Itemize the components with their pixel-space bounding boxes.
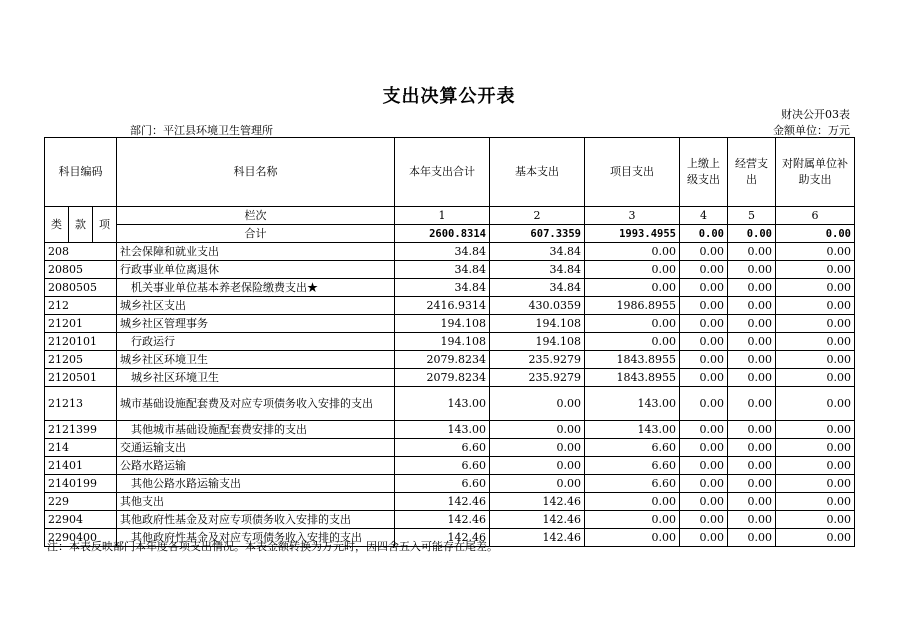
total-cell: 0.00	[680, 225, 728, 243]
amount-cell: 0.00	[585, 333, 680, 351]
subject-name: 城乡社区管理事务	[117, 315, 395, 333]
amount-cell: 1843.8955	[585, 369, 680, 387]
amount-cell: 6.60	[395, 439, 490, 457]
amount-cell: 0.00	[585, 279, 680, 297]
header-kuan: 款	[69, 207, 93, 243]
header-code: 科目编码	[45, 138, 117, 207]
amount-cell: 0.00	[776, 387, 855, 421]
amount-cell: 0.00	[585, 261, 680, 279]
amount-cell: 34.84	[490, 243, 585, 261]
amount-cell: 0.00	[585, 511, 680, 529]
header-upper: 上缴上级支出	[680, 138, 728, 207]
subject-code: 20805	[45, 261, 117, 279]
amount-cell: 0.00	[585, 315, 680, 333]
subject-code: 2121399	[45, 421, 117, 439]
column-index-5: 5	[728, 207, 776, 225]
table-row	[45, 439, 855, 457]
subject-name: 其他公路水路运输支出	[117, 475, 395, 493]
amount-cell: 0.00	[728, 333, 776, 351]
total-cell: 0.00	[728, 225, 776, 243]
amount-cell: 0.00	[728, 511, 776, 529]
subject-code: 22904	[45, 511, 117, 529]
column-index-row	[45, 207, 855, 225]
subject-code: 214	[45, 439, 117, 457]
amount-cell: 2079.8234	[395, 369, 490, 387]
table-row	[45, 351, 855, 369]
amount-cell: 0.00	[776, 297, 855, 315]
amount-cell: 0.00	[728, 529, 776, 547]
table-row	[45, 297, 855, 315]
amount-cell: 0.00	[680, 493, 728, 511]
amount-cell: 143.00	[395, 421, 490, 439]
amount-cell: 0.00	[728, 261, 776, 279]
amount-cell: 0.00	[776, 475, 855, 493]
unit-label: 金额单位：万元	[773, 124, 850, 137]
header-total: 本年支出合计	[395, 138, 490, 207]
amount-cell: 0.00	[680, 261, 728, 279]
amount-cell: 1843.8955	[585, 351, 680, 369]
amount-cell: 0.00	[728, 315, 776, 333]
table-row	[45, 387, 855, 421]
amount-cell: 142.46	[490, 493, 585, 511]
amount-cell: 0.00	[728, 387, 776, 421]
amount-cell: 0.00	[728, 493, 776, 511]
amount-cell: 0.00	[728, 297, 776, 315]
subject-code: 208	[45, 243, 117, 261]
header-row	[45, 138, 855, 207]
amount-cell: 143.00	[585, 421, 680, 439]
subject-code: 212	[45, 297, 117, 315]
subject-code: 2290400	[45, 529, 117, 547]
subject-code: 2140199	[45, 475, 117, 493]
subject-code: 21213	[45, 387, 117, 421]
subject-name: 其他支出	[117, 493, 395, 511]
amount-cell: 0.00	[680, 297, 728, 315]
amount-cell: 34.84	[490, 261, 585, 279]
amount-cell: 0.00	[680, 369, 728, 387]
footnote: 注：本表反映部门本年度各项支出情况。本表金额转换为万元时，因四舍五入可能存在尾差。	[47, 540, 498, 553]
totals-label: 合计	[117, 225, 395, 243]
total-cell: 0.00	[776, 225, 855, 243]
amount-cell: 0.00	[776, 261, 855, 279]
amount-cell: 0.00	[728, 279, 776, 297]
amount-cell: 34.84	[395, 279, 490, 297]
column-index-1: 1	[395, 207, 490, 225]
column-index-2: 2	[490, 207, 585, 225]
header-basic: 基本支出	[490, 138, 585, 207]
amount-cell: 142.46	[395, 493, 490, 511]
amount-cell: 235.9279	[490, 351, 585, 369]
header-xiang: 项	[93, 207, 117, 243]
totals-row	[45, 225, 855, 243]
amount-cell: 0.00	[680, 421, 728, 439]
amount-cell: 0.00	[776, 529, 855, 547]
total-cell: 1993.4955	[585, 225, 680, 243]
table-row	[45, 369, 855, 387]
amount-cell: 0.00	[490, 421, 585, 439]
amount-cell: 0.00	[585, 529, 680, 547]
column-index-3: 3	[585, 207, 680, 225]
amount-cell: 0.00	[776, 243, 855, 261]
amount-cell: 142.46	[490, 529, 585, 547]
amount-cell: 6.60	[585, 457, 680, 475]
amount-cell: 0.00	[680, 333, 728, 351]
column-index-6: 6	[776, 207, 855, 225]
amount-cell: 2416.9314	[395, 297, 490, 315]
subject-name: 城市基础设施配套费及对应专项债务收入安排的支出	[117, 387, 395, 421]
subject-code: 2080505	[45, 279, 117, 297]
amount-cell: 0.00	[680, 243, 728, 261]
amount-cell: 0.00	[776, 421, 855, 439]
subject-name: 行政事业单位离退休	[117, 261, 395, 279]
amount-cell: 142.46	[395, 511, 490, 529]
amount-cell: 430.0359	[490, 297, 585, 315]
column-index-4: 4	[680, 207, 728, 225]
expenditure-table	[44, 137, 855, 547]
amount-cell: 0.00	[728, 475, 776, 493]
amount-cell: 194.108	[395, 333, 490, 351]
table-row	[45, 493, 855, 511]
header-subsidy: 对附属单位补助支出	[776, 138, 855, 207]
total-cell: 607.3359	[490, 225, 585, 243]
department-label: 部门：平江县环境卫生管理所	[130, 124, 273, 137]
table-row	[45, 457, 855, 475]
amount-cell: 143.00	[395, 387, 490, 421]
table-row	[45, 511, 855, 529]
amount-cell: 0.00	[728, 421, 776, 439]
amount-cell: 235.9279	[490, 369, 585, 387]
header-name: 科目名称	[117, 138, 395, 207]
subject-name: 行政运行	[117, 333, 395, 351]
amount-cell: 0.00	[728, 369, 776, 387]
subject-code: 2120501	[45, 369, 117, 387]
amount-cell: 34.84	[395, 261, 490, 279]
subject-name: 公路水路运输	[117, 457, 395, 475]
amount-cell: 0.00	[490, 457, 585, 475]
column-index-label: 栏次	[117, 207, 395, 225]
subject-name: 社会保障和就业支出	[117, 243, 395, 261]
subject-name: 机关事业单位基本养老保险缴费支出★	[117, 279, 395, 297]
amount-cell: 0.00	[490, 475, 585, 493]
subject-code: 229	[45, 493, 117, 511]
table-row	[45, 279, 855, 297]
amount-cell: 6.60	[585, 475, 680, 493]
page-title: 支出决算公开表	[382, 86, 516, 107]
amount-cell: 0.00	[728, 351, 776, 369]
header-lei: 类	[45, 207, 69, 243]
amount-cell: 0.00	[776, 279, 855, 297]
amount-cell: 0.00	[490, 439, 585, 457]
amount-cell: 0.00	[728, 457, 776, 475]
amount-cell: 0.00	[680, 279, 728, 297]
total-cell: 2600.8314	[395, 225, 490, 243]
amount-cell: 34.84	[490, 279, 585, 297]
amount-cell: 0.00	[776, 511, 855, 529]
amount-cell: 0.00	[585, 243, 680, 261]
table-row	[45, 475, 855, 493]
amount-cell: 194.108	[490, 333, 585, 351]
amount-cell: 194.108	[395, 315, 490, 333]
amount-cell: 0.00	[776, 315, 855, 333]
amount-cell: 194.108	[490, 315, 585, 333]
subject-name: 其他政府性基金及对应专项债务收入安排的支出	[117, 529, 395, 547]
header-business: 经营支出	[728, 138, 776, 207]
amount-cell: 0.00	[776, 439, 855, 457]
amount-cell: 0.00	[680, 457, 728, 475]
amount-cell: 142.46	[490, 511, 585, 529]
subject-code: 21205	[45, 351, 117, 369]
subject-name: 其他政府性基金及对应专项债务收入安排的支出	[117, 511, 395, 529]
amount-cell: 6.60	[585, 439, 680, 457]
amount-cell: 0.00	[680, 387, 728, 421]
amount-cell: 0.00	[776, 369, 855, 387]
amount-cell: 1986.8955	[585, 297, 680, 315]
amount-cell: 0.00	[680, 439, 728, 457]
amount-cell: 0.00	[680, 475, 728, 493]
table-row	[45, 333, 855, 351]
amount-cell: 0.00	[680, 529, 728, 547]
amount-cell: 0.00	[680, 315, 728, 333]
form-code: 财决公开03表	[781, 108, 850, 121]
subject-code: 21401	[45, 457, 117, 475]
table-row	[45, 421, 855, 439]
subject-name: 城乡社区环境卫生	[117, 369, 395, 387]
amount-cell: 34.84	[395, 243, 490, 261]
amount-cell: 0.00	[776, 333, 855, 351]
subject-code: 2120101	[45, 333, 117, 351]
subject-name: 城乡社区环境卫生	[117, 351, 395, 369]
subject-code: 21201	[45, 315, 117, 333]
subject-name: 城乡社区支出	[117, 297, 395, 315]
amount-cell: 0.00	[728, 439, 776, 457]
amount-cell: 6.60	[395, 457, 490, 475]
amount-cell: 0.00	[490, 387, 585, 421]
table-body	[45, 243, 855, 547]
subject-name: 交通运输支出	[117, 439, 395, 457]
table-row	[45, 315, 855, 333]
amount-cell: 0.00	[776, 457, 855, 475]
table-row	[45, 261, 855, 279]
amount-cell: 0.00	[680, 351, 728, 369]
amount-cell: 0.00	[776, 493, 855, 511]
amount-cell: 0.00	[776, 351, 855, 369]
amount-cell: 2079.8234	[395, 351, 490, 369]
subject-name: 其他城市基础设施配套费安排的支出	[117, 421, 395, 439]
table-row	[45, 243, 855, 261]
amount-cell: 142.46	[395, 529, 490, 547]
amount-cell: 0.00	[585, 493, 680, 511]
amount-cell: 0.00	[728, 243, 776, 261]
amount-cell: 6.60	[395, 475, 490, 493]
header-project: 项目支出	[585, 138, 680, 207]
amount-cell: 143.00	[585, 387, 680, 421]
amount-cell: 0.00	[680, 511, 728, 529]
